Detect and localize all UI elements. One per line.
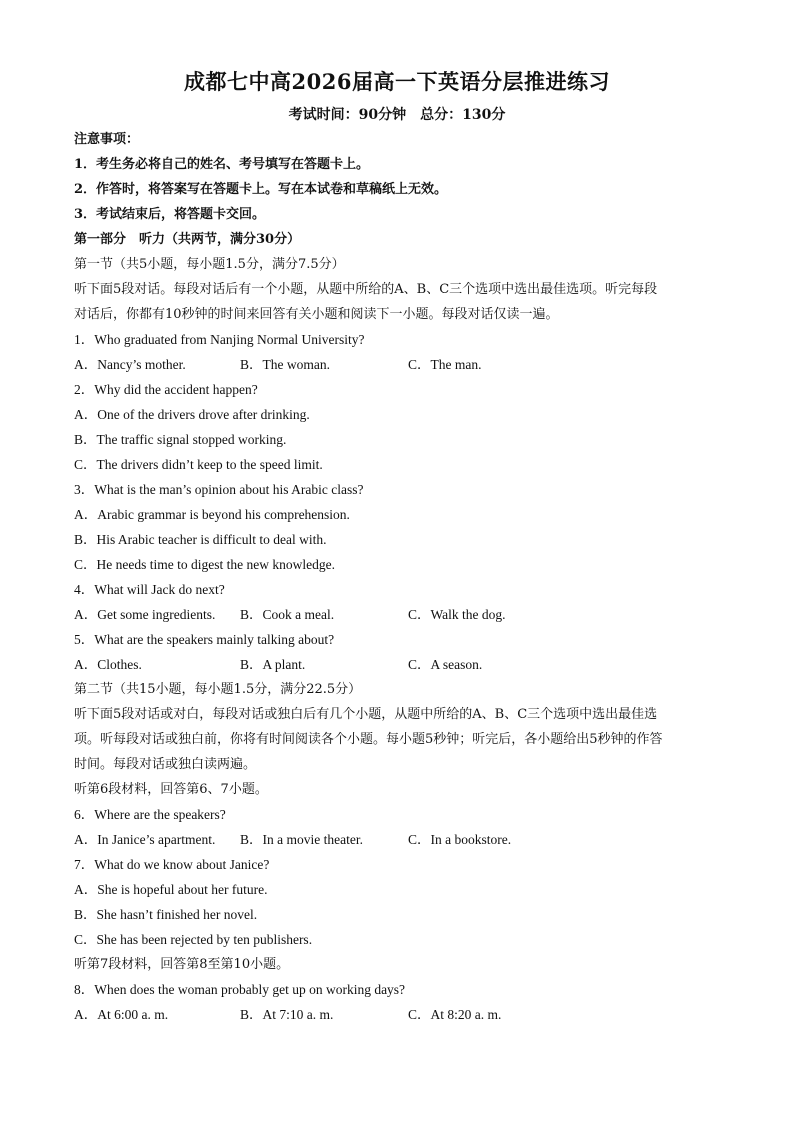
question-3-option-c: C．He needs time to digest the new knowledge. (74, 557, 335, 572)
question-5-option-b: B．A plant. (240, 657, 306, 672)
section2-instruction-3: 时间。每段对话或独白读两遍。 (74, 757, 257, 772)
question-5-options (74, 656, 734, 674)
question-4-option-a: A．Get some ingredients. (74, 607, 216, 622)
question-6-option-b: B．In a movie theater. (240, 832, 363, 847)
question-2-option-b: B．The traffic signal stopped working. (74, 432, 287, 447)
part1-heading: 第一部分 听力（共两节，满分30分） (74, 232, 301, 247)
question-1-options (74, 356, 734, 374)
section2-instruction-2: 项。听每段对话或独白前，你将有时间阅读各个小题。每小题5秒钟；听完后，各小题给出5秒钟的作答 (74, 732, 663, 747)
section2-heading: 第二节（共15小题，每小题1.5分，满分22.5分） (74, 682, 362, 697)
exam-info: 考试时间：90分钟 总分：130分 (288, 107, 506, 123)
question-3-option-a: A．Arabic grammar is beyond his comprehension. (74, 507, 350, 522)
question-7-option-c: C．She has been rejected by ten publishers. (74, 932, 313, 947)
question-5-option-a: A．Clothes. (74, 657, 142, 672)
question-2-option-c: C．The drivers didn’t keep to the speed limit. (74, 457, 323, 472)
question-4-options (74, 606, 734, 624)
question-5-stem: 5．What are the speakers mainly talking about? (74, 632, 335, 647)
question-8-options (74, 1006, 734, 1024)
question-1-stem: 1．Who graduated from Nanjing Normal University? (74, 332, 365, 347)
question-7-option-a: A．She is hopeful about her future. (74, 882, 268, 897)
question-1-option-c: C．The man. (408, 357, 482, 372)
question-4-option-c: C．Walk the dog. (408, 607, 506, 622)
question-7-option-b: B．She hasn’t finished her novel. (74, 907, 258, 922)
question-6-options (74, 831, 734, 849)
notice-item-1: 1．考生务必将自己的姓名、考号填写在答题卡上。 (74, 157, 370, 172)
section2-instruction-1: 听下面5段对话或对白，每段对话或独白后有几个小题，从题中所给的A、B、C三个选项中选出最佳选 (74, 707, 658, 722)
question-7-stem: 7．What do we know about Janice? (74, 857, 270, 872)
notice-item-2: 2．作答时，将答案写在答题卡上。写在本试卷和草稿纸上无效。 (74, 182, 448, 197)
question-2-stem: 2．Why did the accident happen? (74, 382, 258, 397)
question-1-option-b: B．The woman. (240, 357, 330, 372)
question-8-option-b: B．At 7:10 a. m. (240, 1007, 334, 1022)
page-title: 成都七中高2026届高一下英语分层推进练习 (184, 69, 610, 94)
question-8-option-c: C．At 8:20 a. m. (408, 1007, 502, 1022)
section1-instruction-1: 听下面5段对话。每段对话后有一个小题，从题中所给的A、B、C三个选项中选出最佳选项。听完每段 (74, 282, 658, 297)
question-8-stem: 8．When does the woman probably get up on working days? (74, 982, 406, 997)
notice-item-3: 3．考试结束后，将答题卡交回。 (74, 207, 266, 222)
question-3-option-b: B．His Arabic teacher is difficult to deal with. (74, 532, 327, 547)
section1-instruction-2: 对话后，你都有10秒钟的时间来回答有关小题和阅读下一小题。每段对话仅读一遍。 (74, 307, 559, 322)
question-8-option-a: A．At 6:00 a. m. (74, 1007, 169, 1022)
material-7-note: 听第7段材料，回答第8至第10小题。 (74, 957, 290, 972)
notice-heading: 注意事项： (74, 132, 140, 147)
question-4-option-b: B．Cook a meal. (240, 607, 335, 622)
question-6-option-a: A．In Janice’s apartment. (74, 832, 216, 847)
question-4-stem: 4．What will Jack do next? (74, 582, 225, 597)
question-1-option-a: A．Nancy’s mother. (74, 357, 186, 372)
question-2-option-a: A．One of the drivers drove after drinking. (74, 407, 310, 422)
question-6-option-c: C．In a bookstore. (408, 832, 512, 847)
question-3-stem: 3．What is the man’s opinion about his Arabic class? (74, 482, 364, 497)
question-5-option-c: C．A season. (408, 657, 483, 672)
section1-heading: 第一节（共5小题，每小题1.5分，满分7.5分） (74, 257, 345, 272)
question-6-stem: 6．Where are the speakers? (74, 807, 226, 822)
material-6-note: 听第6段材料，回答第6、7小题。 (74, 782, 268, 797)
